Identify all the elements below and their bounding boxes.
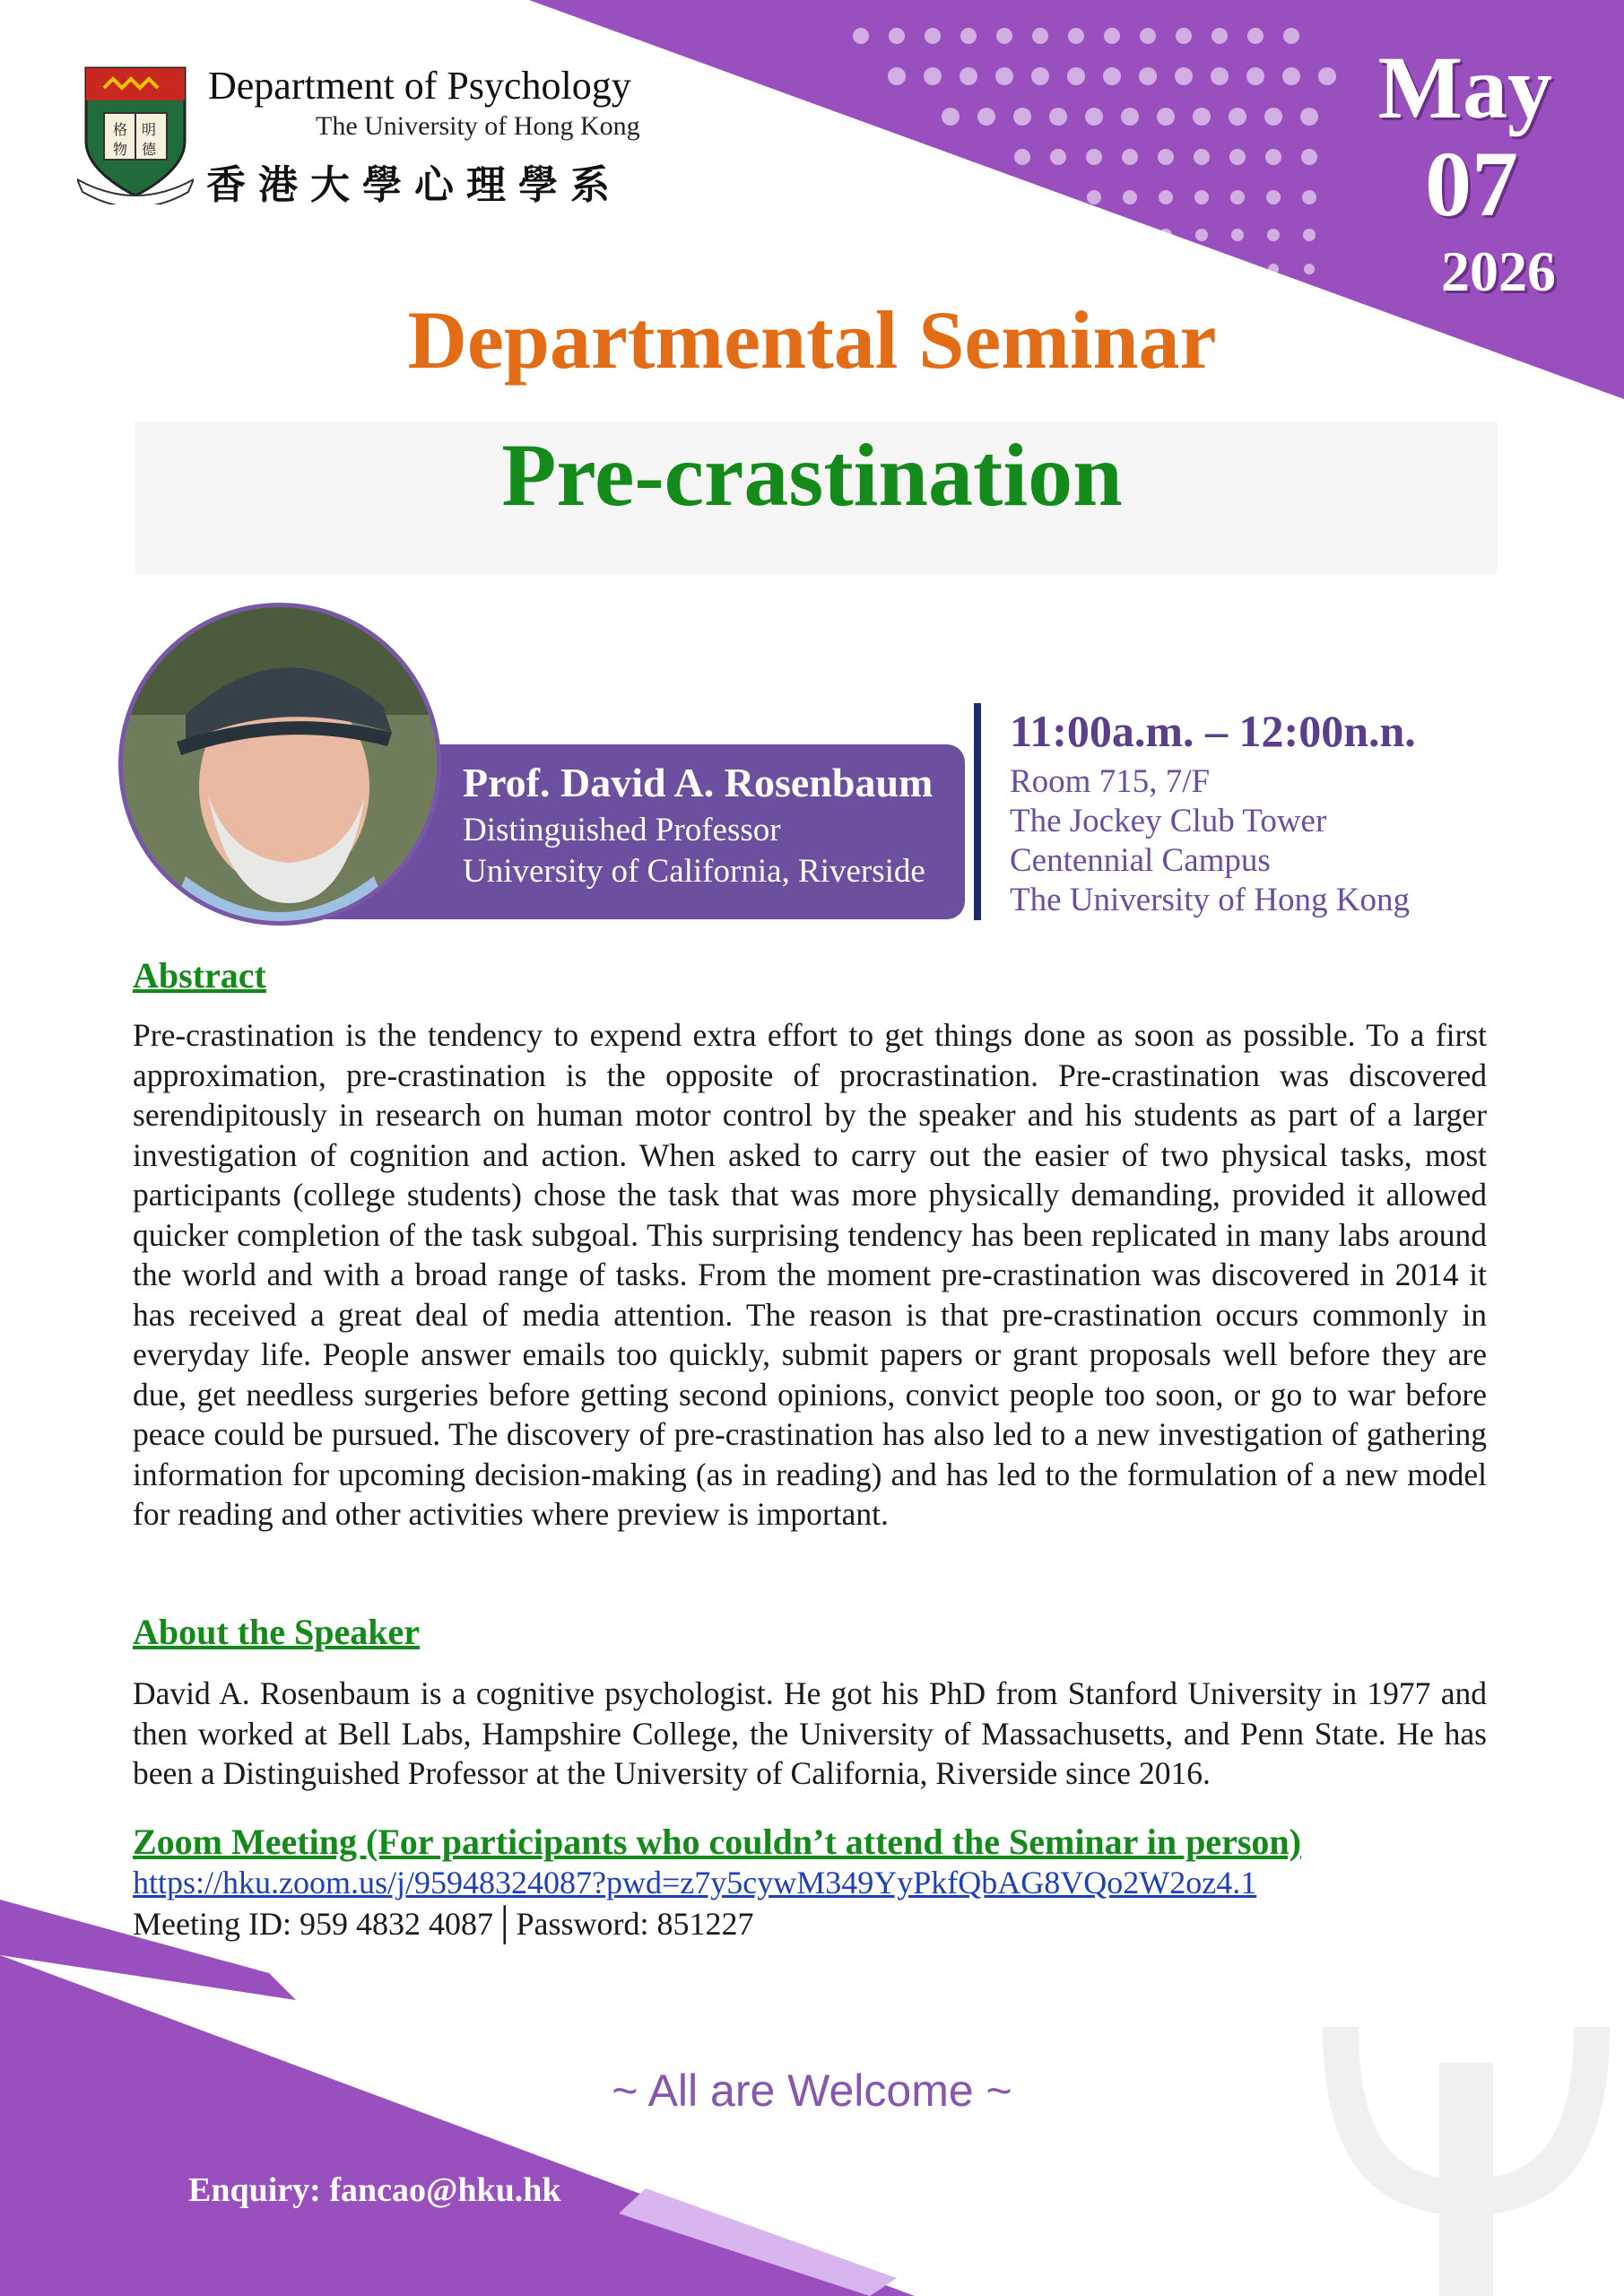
svg-text:明: 明 [142,121,157,138]
event-title: Departmental Seminar [407,294,1217,386]
schedule-divider [974,703,981,920]
date-day: 07 [1425,133,1518,236]
department-name: Department of Psychology [208,64,631,108]
abstract-heading: Abstract [133,955,266,996]
venue-line: The Jockey Club Tower [1010,803,1327,839]
enquiry-contact: Enquiry: fancao@hku.hk [188,2171,561,2209]
speaker-affiliation: University of California, Riverside [463,853,925,890]
event-time: 11:00a.m. – 12:00n.n. [1010,706,1416,756]
topic-title: Pre-crastination [501,425,1123,525]
venue-line: The University of Hong Kong [1010,882,1410,918]
venue-line: Centennial Campus [1010,842,1271,879]
venue-line: Room 715, 7/F [1010,763,1211,800]
svg-text:德: 德 [142,141,157,158]
abstract-text: Pre-crastination is the tendency to expend extra effort to get things done as soon as possible. To a first approximation, pre-crastination is the opposite of procrastination. Pre-crastination was discovered serendipitously in research on human motor control by the speaker and his students as part of a larger investigation of cognition and action. When asked to carry out the easier of two physical tasks, most participants (college students) chose the task that was more physically demanding, provided it allowed quicker completion of the task subgoal. This surprising tendency has been replicated in many labs around the world and with a broad range of tasks. From the moment pre-crastination was discovered in 2014 it has received a great deal of media attention. The reason is that pre-crastination occurs commonly in everyday life. People answer emails too quickly, submit papers or grant proposals well before they are due, get needless surgeries before getting second opinions, convict people too soon, or go to war before peace could be pursued. The discovery of pre-crastination has also led to a new investigation of gathering information for upcoming decision-making (as in reading) and has led to the formulation of a new model for reading and other activities where preview is important. [133,1017,1487,1532]
hku-crest-icon [77,61,194,204]
speaker-name: Prof. David A. Rosenbaum [463,760,934,805]
zoom-link[interactable]: https://hku.zoom.us/j/95948324087?pwd=z7y5cywM349YyPkfQbAG8VQo2W2oz4.1 [133,1865,1257,1900]
svg-text:格: 格 [113,121,128,138]
meeting-credentials: Meeting ID: 959 4832 4087│Password: 851227 [133,1906,754,1942]
welcome-message: ~ All are Welcome ~ [612,2066,1012,2116]
about-text: David A. Rosenbaum is a cognitive psychologist. He got his PhD from Stanford University in 1977 and then worked at Bell Labs, Hampshire College, the University of Massachusetts, and Penn State. He has been a Distinguished Professor at the University of California, Riverside since 2016. [133,1675,1487,1791]
svg-text:物: 物 [113,141,128,158]
speaker-position: Distinguished Professor [463,812,781,848]
department-name-chinese: 香港大學心理學系 [206,163,622,207]
zoom-heading: Zoom Meeting (For participants who couldn’t attend the Seminar in person) [133,1822,1301,1862]
about-heading: About the Speaker [133,1612,421,1652]
university-name: The University of Hong Kong [316,111,640,141]
speaker-photo [118,603,441,926]
date-month: May [1377,38,1552,137]
date-year: 2026 [1441,239,1556,303]
